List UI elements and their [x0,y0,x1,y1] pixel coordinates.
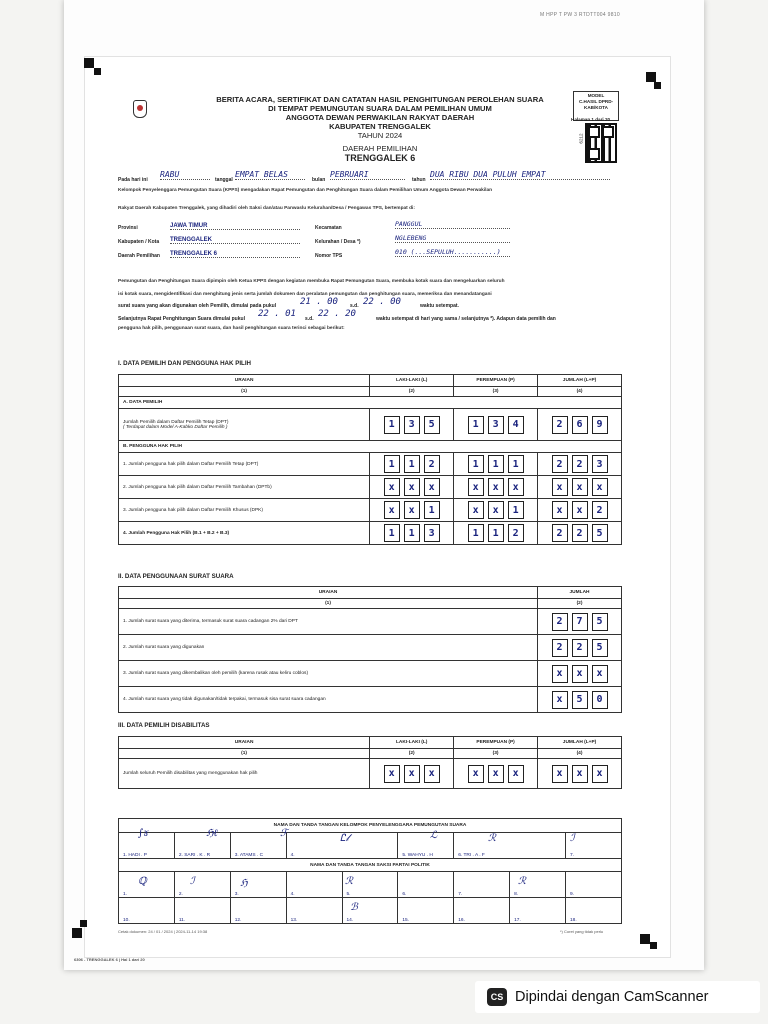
tps-label: Nomor TPS [315,253,343,259]
kpu-logo-icon [133,100,147,118]
handwritten-signature: ∫ɤ [138,828,149,839]
kecamatan-label: Kecamatan [315,225,342,231]
handwritten-signature: ℛ [488,833,496,844]
sd-label: s.d. [350,303,359,309]
table-row: 1. Jumlah pengguna hak pilih dalam Daftar Pemilih Tetap (DPT) 1 1 2 1 1 1 2 2 3 [119,453,622,476]
section-3-table: URAIAN LAKI-LAKI (L) PEREMPUAN (P) JUMLAH (L+P) (1) (2) (3) (4) Jumlah seluruh Pemilih disabilitas yang menggunakan hak pilih x x x x x x x x x [118,736,622,789]
procedure-text: Selanjutnya Rapat Penghitungan Suara dimulai pukul [118,316,245,322]
handwritten-signature: ℱ [280,828,288,839]
handwritten-signature: ℬ [350,902,358,913]
registration-mark [646,72,656,82]
section-1-table: URAIAN LAKI-LAKI (L) PEREMPUAN (P) JUMLAH (L+P) (1) (2) (3) (4) A. DATA PEMILIH Jumlah Pemilih dalam Daftar Pemilih Tetap (DPT) ( Terdapat dalam Model A-Kabko Daftar Pemilih ) 1 3 5 1 3 4 2 6 9 B. PENGGUNA HAK PILIH 1. Jumlah pengguna hak pilih dalam Daftar Pemilih Tetap (DPT) 1 1 2 1 1 1 2 2 3 2. Jumlah pengguna hak pilih dalam Daftar Pemilih Tambahan (DPTb) x x x x x x x x x 3. Jumlah pengguna hak pilih dalam Daftar Pemilih Khusus (DPK) x x 1 x x 1 x x 2 4. Jumlah Pengguna Hak Pilih (B.1 + B.2 + B.3) 1 1 3 1 1 2 2 2 5 [118,374,622,545]
page-footer: 6306 - TRENGGALEK 6 | Hal 1 dari 20 [74,957,145,962]
kelurahan-label: Kelurahan / Desa *) [315,239,361,245]
sd-label: s.d. [305,316,314,322]
pengguna-hak-pilih-heading: B. PENGGUNA HAK PILIH [119,441,622,453]
dapil-label: DAERAH PEMILIHAN [342,144,418,153]
tps-value: 010 (...SEPULUH...........) [395,248,510,257]
dapil-name: TRENGGALEK 6 [344,153,416,163]
dapil-field-label: Daerah Pemilihan [118,253,160,259]
camscanner-watermark [475,981,760,1013]
qr-code-icon [585,123,617,163]
saksi-signature-row: 1. 2. 3. 4. 5. 6. 7. 8. 9. [119,872,622,898]
table-row: 2. Jumlah surat suara yang digunakan 2 2 5 [119,635,622,661]
camscanner-logo-icon: CS [487,988,507,1006]
handwritten-signature: ℌℓ [206,828,218,839]
kecamatan-value: PANGGUL [395,220,510,229]
procedure-text: waktu setempat di hari yang sama / selanjutnya *). Adapun data pemilih dan [376,316,556,322]
form-title-line: TAHUN 2024 [357,131,403,140]
handwritten-signature: ℛ [518,876,526,887]
intro-text: Rakyat Daerah Kabupaten Trenggalek, yang dihadiri oleh Saksi dan/atau Panwaslu Kelurahan/Desa / Pengawas TPS, bertempat di: [118,206,415,211]
page-indicator: Halaman 1 dari 20 [571,117,611,122]
table-row: Jumlah Pemilih dalam Daftar Pemilih Tetap (DPT) ( Terdapat dalam Model A-Kabko Daftar Pemilih ) 1 3 5 1 3 4 2 6 9 [119,409,622,441]
handwritten-signature: ℐ [190,876,195,887]
tahun-value: DUA RIBU DUA PULUH EMPAT [430,170,610,180]
table-row: 3. Jumlah pengguna hak pilih dalam Daftar Pemilih Khusus (DPK) x x 1 x x 1 x x 2 [119,499,622,522]
form-title-line: BERITA ACARA, SERTIFIKAT DAN CATATAN HASIL PENGHITUNGAN PEROLEHAN SUARA [216,95,544,104]
intro-text: Kelompok Penyelenggara Pemungutan Suara (KPPS) mengadakan Rapat Pemungutan dan Penghitungan Suara dalam Pemilihan Umum Anggota Dewan Perwakilan [118,188,493,193]
registration-mark [80,920,87,927]
data-pemilih-heading: A. DATA PEMILIH [119,397,622,409]
count-end-time: 22 . 20 [318,309,356,319]
kpps-signature-row: 1. HADI . P 2. SARI . K . R 3. ATAMS . C 4. 5. WAHYU . H 6. TRI . A . F 7. [119,833,622,859]
dapil-value: TRENGGALEK 6 [170,251,300,258]
procedure-text: pengguna hak pilih, penggunaan surat suara, dan hasil penghitungan suara terinci sebagai berikut: [118,326,345,331]
procedure-text: Pemungutan dan Penghitungan Suara dipimpin oleh Ketua KPPS dengan kegiatan membuka Rapat Pemungutan Suara, membuka kotak suara dan mengeluarkan seluruh [118,279,505,284]
registration-mark [650,942,657,949]
bulan-label: bulan [312,177,326,183]
saksi-signature-row: 10. 11. 12. 13. 14. 15. 16. 17. 18. [119,898,622,924]
handwritten-signature: ℒ [430,830,438,841]
top-code: M HPP T PW 3 RTDTT004 9810 [540,12,620,18]
kabupaten-label: Kabupaten / Kota [118,239,160,245]
section-2-title: II. DATA PENGGUNAAN SURAT SUARA [118,573,234,580]
kelurahan-value: NGLEBENG [395,234,510,243]
provinsi-label: Provinsi [118,225,138,231]
registration-mark [94,68,101,75]
procedure-text: surat suara yang akan digunakan oleh Pemilih, dimulai pada pukul [118,303,277,309]
form-title-line: KABUPATEN TRENGGALEK [329,122,431,131]
registration-mark [72,928,82,938]
model-box: MODEL C.HASIL DPRD- KAB/KOTA [573,91,619,121]
section-3-title: III. DATA PEMILIH DISABILITAS [118,722,210,729]
table-row: 4. Jumlah Pengguna Hak Pilih (B.1 + B.2 + B.3) 1 1 3 1 1 2 2 2 5 [119,522,622,545]
registration-mark [84,58,94,68]
procedure-text: isi kotak suara, mengidentifikasi dan menghitung jenis serta jumlah dokumen dan peralatan pemungutan dan penghitungan suara, memeriksa dan menandatangani [118,292,492,297]
table-row: 4. Jumlah surat suara yang tidak digunakan/tidak terpakai, termasuk sisa surat suara cadangan x 5 0 [119,687,622,713]
end-time: 22 . 00 [363,297,401,307]
handwritten-signature: ℛ [345,876,353,887]
tanggal-value: EMPAT BELAS [235,170,305,180]
footnote: *) Coret yang tidak perlu [560,929,604,934]
start-time: 21 . 00 [300,297,338,307]
handwritten-signature: ℌ [240,878,248,889]
table-row: Jumlah seluruh Pemilih disabilitas yang menggunakan hak pilih x x x x x x x x x [119,759,622,789]
hari-value: RABU [160,170,210,180]
bulan-value: PEBRUARI [330,170,405,180]
count-start-time: 22 . 01 [258,309,296,319]
tahun-label: tahun [412,177,426,183]
form-title-line: DI TEMPAT PEMUNGUTAN SUARA DALAM PEMILIHAN UMUM [268,104,492,113]
saksi-signature-header: NAMA DAN TANDA TANGAN SAKSI PARTAI POLITIK [119,859,622,872]
section-1-title: I. DATA PEMILIH DAN PENGGUNA HAK PILIH [118,360,252,367]
handwritten-signature: ℚ [138,876,147,887]
table-row: 1. Jumlah surat suara yang diterima, termasuk surat suara cadangan 2% dari DPT 2 7 5 [119,609,622,635]
print-footer: Cetak dokumen: 24 / 01 / 2024 | 2024-11-14 19:38 [118,929,208,934]
procedure-text: waktu setempat. [420,303,459,309]
handwritten-signature: ℐ [570,833,575,844]
tanggal-label: tanggal [215,177,233,183]
table-row: 2. Jumlah pengguna hak pilih dalam Daftar Pemilih Tambahan (DPTb) x x x x x x x x x [119,476,622,499]
registration-mark [640,934,650,944]
signature-table [118,818,622,924]
provinsi-value: JAWA TIMUR [170,223,300,230]
form-code: 6212 [578,133,584,144]
kabupaten-value: TRENGGALEK [170,237,300,244]
pada-hari-label: Pada hari ini [118,177,148,183]
registration-mark [654,82,661,89]
form-title-line: ANGGOTA DEWAN PERWAKILAN RAKYAT DAERAH [285,113,475,122]
handwritten-signature: Ꮭ𝓁 [340,833,349,844]
table-row: 3. Jumlah surat suara yang dikembalikan oleh pemilih (karena rusak atau keliru coblos) x x x [119,661,622,687]
camscanner-text: Dipindai dengan CamScanner [515,989,709,1005]
section-2-table: URAIAN JUMLAH (1) (2) 1. Jumlah surat suara yang diterima, termasuk surat suara cadangan 2% dari DPT 2 7 5 2. Jumlah surat suara yang digunakan 2 2 5 3. Jumlah surat suara yang dikembalikan oleh pemilih (karena rusak atau keliru coblos) x x x 4. Jumlah surat suara yang tidak digunakan/tidak terpakai, termasuk sisa surat suara cadangan x 5 0 [118,586,622,713]
kpps-signature-header: NAMA DAN TANDA TANGAN KELOMPOK PENYELENGGARA PEMUNGUTAN SUARA [119,819,622,833]
